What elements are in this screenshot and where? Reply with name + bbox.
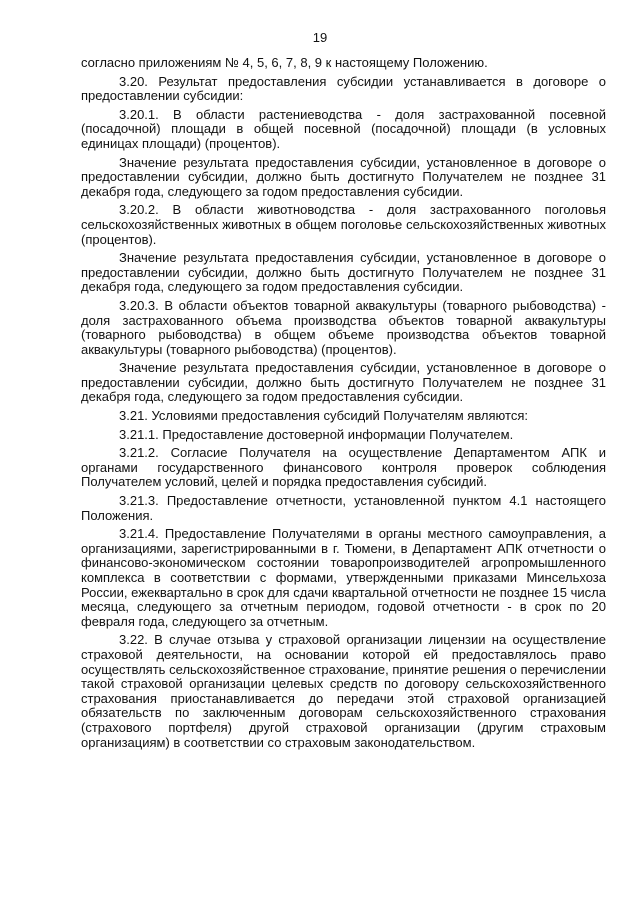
paragraph: согласно приложениям № 4, 5, 6, 7, 8, 9 к настоящему Положению. [81, 55, 488, 70]
paragraph: 3.20.1. В области растениеводства - доля застрахованной посевной (посадочной) площади в общей посевной (посадочной) площади (в условных единицах площади) (процентов). [81, 106, 606, 151]
document-body [81, 56, 606, 750]
paragraph: 3.20.2. В области животноводства - доля застрахованного поголовья сельскохозяйственных животных в общем поголовье сельскохозяйственных животных (процентов). [81, 202, 606, 247]
paragraph: Значение результата предоставления субсидии, установленное в договоре о предоставлении субсидии, должно быть достигнуто Получателем не позднее 31 декабря года, следующего за годом предоставления субсидии. [81, 250, 606, 295]
paragraph: 3.21.3. Предоставление отчетности, установленной пунктом 4.1 настоящего Положения. [81, 493, 606, 523]
paragraph: 3.20. Результат предоставления субсидии устанавливается в договоре о предоставлении субсидии: [81, 73, 606, 104]
paragraph: 3.20.3. В области объектов товарной аквакультуры (товарного рыбоводства) - доля застрахованного объема производства объектов товарной аквакультуры (товарного рыбоводства) в общем объеме производства объектов товарной аквакультуры (товарного рыбоводства) (процентов). [81, 297, 606, 357]
page-number: 19 [312, 30, 328, 45]
paragraph: Значение результата предоставления субсидии, установленное в договоре о предоставлении субсидии, должно быть достигнуто Получателем не позднее 31 декабря года, следующего за годом предоставления субсидии. [81, 360, 606, 405]
paragraph: Значение результата предоставления субсидии, установленное в договоре о предоставлении субсидии, должно быть достигнуто Получателем не позднее 31 декабря года, следующего за годом предоставления субсидии. [81, 154, 606, 199]
paragraph: 3.22. В случае отзыва у страховой организации лицензии на осуществление страховой деятельности, на основании которой ей предоставлялось право осуществлять сельскохозяйственное страхование, принятие решения о перечислении такой страховой организации целевых средств по договору сельскохозяйственного страхования приостанавливается до передачи этой страховой организацией обязательств по заключенным договорам сельскохозяйственного страхования (страхового портфеля) другой страховой организации (другим страховым организациям) в соответствии со страховым законодательством. [81, 632, 606, 750]
paragraph: 3.21.1. Предоставление достоверной информации Получателем. [119, 426, 514, 442]
paragraph: 3.21.4. Предоставление Получателями в органы местного самоуправления, а организациями, зарегистрированными в г. Тюмени, в Департамент АПК отчетности о финансово-экономическом состоянии товаропроизводителей агропромышленного комплекса в соответствии с формами, утвержденными приказами Минсельхоза России, ежеквартально в срок для сдачи квартальной отчетности не позднее 15 числа месяца, следующего за отчетным периодом, годовой отчетности - в срок по 20 февраля года, следующего за отчетным. [81, 526, 606, 629]
paragraph: 3.21. Условиями предоставления субсидий Получателям являются: [119, 408, 528, 424]
paragraph: 3.21.2. Согласие Получателя на осуществление Департаментом АПК и органами государственного финансового контроля проверок соблюдения Получателем условий, целей и порядка предоставления субсидий. [81, 445, 606, 490]
